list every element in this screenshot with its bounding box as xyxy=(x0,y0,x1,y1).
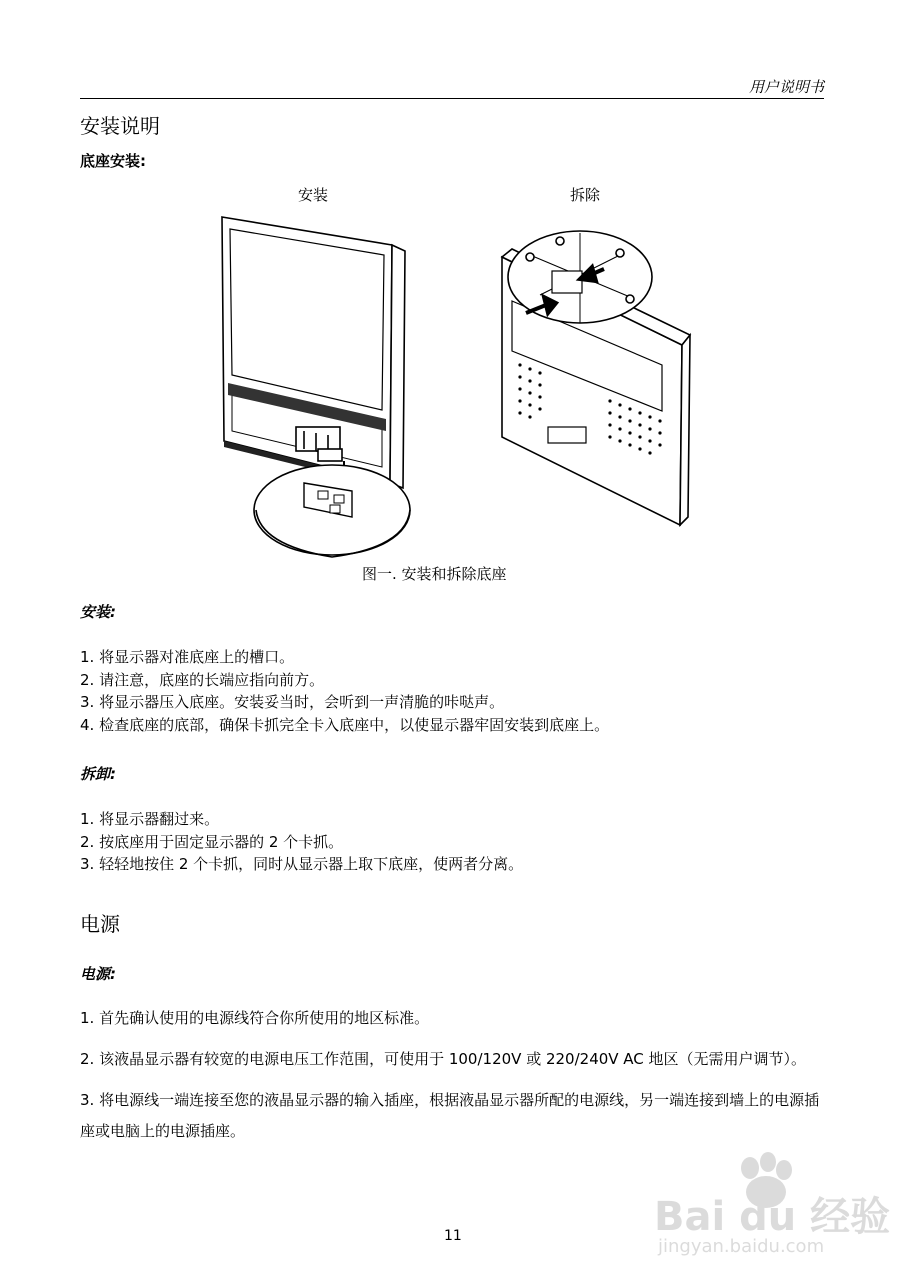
list-item: 1. 将显示器对准底座上的槽口。 xyxy=(80,648,295,666)
watermark-brand: Bai du 经验 xyxy=(654,1194,891,1240)
subheading-stand-install: 底座安装: xyxy=(80,152,146,170)
figure-label-remove: 拆除 xyxy=(570,186,601,204)
section-heading-power: 电源 xyxy=(80,912,120,936)
watermark-url: jingyan.baidu.com xyxy=(658,1236,825,1257)
list-item: 3. 将电源线一端连接至您的液晶显示器的输入插座，根据液晶显示器所配的电源线，另一端连接到墙上的电源插座或电脑上的电源插座。 xyxy=(80,1091,820,1140)
remove-title: 拆卸: xyxy=(80,765,116,783)
list-item: 4. 检查底座的底部，确保卡抓完全卡入底座中，以使显示器牢固安装到底座上。 xyxy=(80,715,610,734)
install-steps xyxy=(80,646,609,736)
list-item: 2. 请注意，底座的长端应指向前方。 xyxy=(80,670,325,689)
list-item: 2. 按底座用于固定显示器的 2 个卡抓。 xyxy=(80,832,344,851)
list-item: 3. 轻轻地按住 2 个卡抓，同时从显示器上取下底座，使两者分离。 xyxy=(80,855,524,873)
power-title: 电源: xyxy=(80,965,116,983)
header-title: 用户说明书 xyxy=(748,78,824,96)
monitor-front xyxy=(222,217,405,488)
figure-caption: 图一. 安装和拆除底座 xyxy=(362,565,507,583)
baidu-watermark-logo xyxy=(650,1148,891,1258)
stand-installation-illustration xyxy=(200,205,700,565)
list-item: 1. 将显示器翻过来。 xyxy=(80,810,220,828)
figure-label-install: 安装 xyxy=(298,186,329,204)
list-item: 1. 首先确认使用的电源线符合你所使用的地区标准。 xyxy=(80,1009,430,1027)
section-heading-install: 安装说明 xyxy=(80,114,160,138)
install-title: 安装: xyxy=(80,603,116,621)
header-rule xyxy=(80,98,824,99)
list-item: 2. 该液晶显示器有较宽的电源电压工作范围，可使用于 100/120V 或 220/240V AC 地区（无需用户调节）。 xyxy=(80,1050,807,1068)
page-number: 11 xyxy=(444,1228,462,1244)
remove-steps xyxy=(80,808,523,876)
power-steps xyxy=(80,1003,825,1157)
list-item: 3. 将显示器压入底座。安装妥当时，会听到一声清脆的咔哒声。 xyxy=(80,693,505,711)
stand-base xyxy=(254,465,410,557)
